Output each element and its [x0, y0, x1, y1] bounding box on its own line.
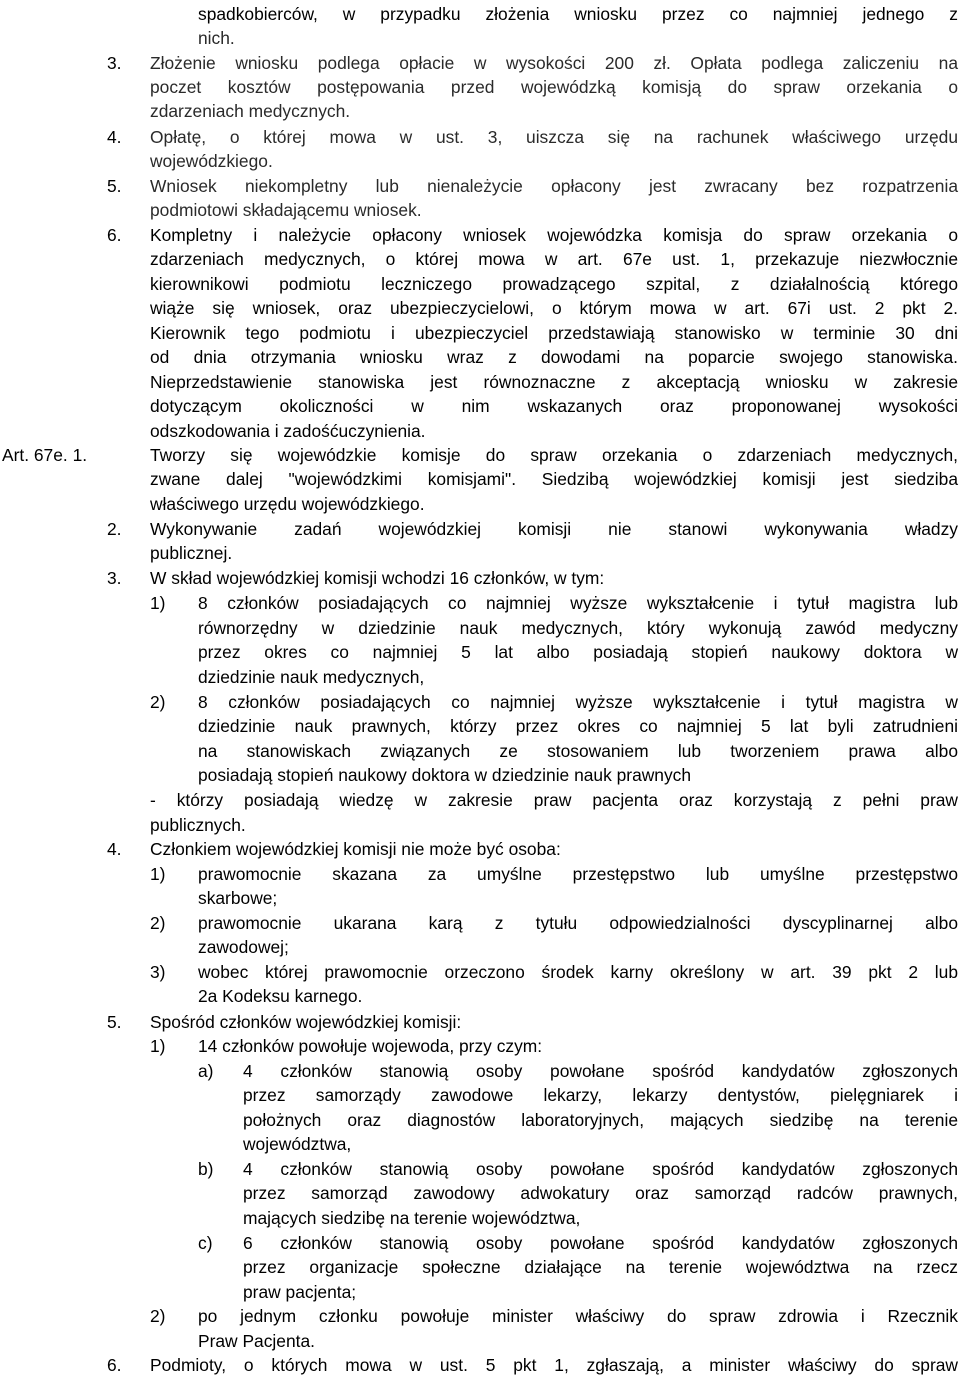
text-line: podmiotowi składającemu wniosek.: [150, 200, 422, 220]
text-line: Członkiem wojewódzkiej komisji nie może być osoba:: [150, 839, 561, 859]
item-number: a): [198, 1061, 214, 1081]
text-line: Kompletny i należycie opłacony wniosek wojewódzka komisja do spraw orzekania o: [150, 225, 958, 245]
text-line: prawomocnie ukarana karą z tytułu odpowiedzialności dyscyplinarnej albo: [198, 913, 958, 933]
text-line: równorzędny w dziedzinie nauk medycznych, który wykonują zawód medyczny: [198, 618, 958, 638]
text-line: Wykonywanie zadań wojewódzkiej komisji nie stanowi wykonywania władzy: [150, 519, 958, 539]
text-line: kierownikowi podmiotu leczniczego prowadzącego szpital, z działalnością którego: [150, 274, 958, 294]
text-line: przez samorządy zawodowe lekarzy, lekarzy dentystów, pielęgniarek i: [243, 1085, 958, 1105]
item-number: 3.: [107, 53, 122, 73]
item-number: 5.: [107, 176, 122, 196]
item-number: 6.: [107, 1355, 122, 1375]
text-line: Złożenie wniosku podlega opłacie w wysokości 200 zł. Opłata podlega zaliczeniu na: [150, 53, 958, 73]
text-line: 8 członków posiadających co najmniej wyższe wykształcenie i tytuł magistra w: [198, 692, 958, 712]
item-number: 4.: [107, 839, 122, 859]
item-number: b): [198, 1159, 214, 1179]
item-number: 5.: [107, 1012, 122, 1032]
text-line: mających siedzibę na terenie województwa,: [243, 1208, 581, 1228]
text-line: na stanowiskach związanych ze stosowaniem lub tworzeniem prawa albo: [198, 741, 958, 761]
text-line: nich.: [198, 28, 235, 48]
text-line: po jednym członku powołuje minister właściwy do spraw zdrowia i Rzecznik: [198, 1306, 958, 1326]
text-line: - którzy posiadają wiedzę w zakresie praw pacjenta oraz korzystają z pełni praw: [150, 790, 958, 810]
item-number: 1): [150, 864, 166, 884]
text-line: Praw Pacjenta.: [198, 1331, 315, 1351]
item-number: 1): [150, 593, 166, 613]
text-line: 2a Kodeksu karnego.: [198, 986, 363, 1006]
text-line: publicznych.: [150, 815, 246, 835]
item-number: 2): [150, 692, 166, 712]
item-number: 1): [150, 1036, 166, 1056]
text-line: W skład wojewódzkiej komisji wchodzi 16 członków, w tym:: [150, 568, 605, 588]
text-line: 8 członków posiadających co najmniej wyższe wykształcenie i tytuł magistra lub: [198, 593, 958, 613]
text-line: dotyczącym okoliczności w nim wskazanych oraz proponowanej wysokości: [150, 396, 958, 416]
text-line: Tworzy się wojewódzkie komisje do spraw orzekania o zdarzeniach medycznych,: [150, 445, 958, 465]
text-line: Spośród członków wojewódzkiej komisji:: [150, 1012, 462, 1032]
text-line: 6 członków stanowią osoby powołane spośród kandydatów zgłoszonych: [243, 1233, 958, 1253]
text-line: przez organizacje społeczne działające na terenie województwa na rzecz: [243, 1257, 958, 1277]
text-line: województwa,: [243, 1134, 352, 1154]
text-line: przez okres co najmniej 5 lat albo posiadają stopień naukowy doktora w: [198, 642, 958, 662]
text-line: Podmioty, o których mowa w ust. 5 pkt 1, zgłaszają, a minister właściwy do spraw: [150, 1355, 958, 1375]
text-line: 4 członków stanowią osoby powołane spośród kandydatów zgłoszonych: [243, 1159, 958, 1179]
text-line: poczet kosztów postępowania przed wojewódzką komisją do spraw orzekania o: [150, 77, 958, 97]
text-line: 14 członków powołuje wojewoda, przy czym:: [198, 1036, 543, 1056]
text-line: Kierownik tego podmiotu i ubezpieczyciel przedstawiają stanowisko w terminie 30 dni: [150, 323, 958, 343]
text-line: posiadają stopień naukowy doktora w dziedzinie nauk prawnych: [198, 765, 692, 785]
text-line: Opłatę, o której mowa w ust. 3, uiszcza się na rachunek właściwego urzędu: [150, 127, 958, 147]
text-line: przez samorząd zawodowy adwokatury oraz samorząd radców prawnych,: [243, 1183, 958, 1203]
text-line: położnych oraz diagnostów laboratoryjnych, mających siedzibę na terenie: [243, 1110, 958, 1130]
text-line: zwane dalej "wojewódzkimi komisjami". Siedzibą wojewódzkiej komisji jest siedziba: [150, 469, 958, 489]
text-line: wiąże się wniosek, oraz ubezpieczycielowi, o którym mowa w art. 67i ust. 2 pkt 2.: [150, 298, 958, 318]
text-line: prawomocnie skazana za umyślne przestępstwo lub umyślne przestępstwo: [198, 864, 958, 884]
text-line: od dnia otrzymania wniosku wraz z dowodami na poparcie swojego stanowiska.: [150, 347, 958, 367]
text-line: zdarzeniach medycznych, o której mowa w art. 67e ust. 1, przekazuje niezwłocznie: [150, 249, 958, 269]
item-number: 2): [150, 1306, 166, 1326]
item-number: 6.: [107, 225, 122, 245]
text-line: dziedzinie nauk medycznych,: [198, 667, 425, 687]
text-line: skarbowe;: [198, 888, 278, 908]
article-label: Art. 67e. 1.: [2, 445, 88, 465]
item-number: 2): [150, 913, 166, 933]
item-number: 2.: [107, 519, 122, 539]
text-line: Nieprzedstawienie stanowiska jest równoznaczne z akceptacją wniosku w zakresie: [150, 372, 958, 392]
item-number: c): [198, 1233, 213, 1253]
text-line: zawodowej;: [198, 937, 289, 957]
item-number: 3.: [107, 568, 122, 588]
text-line: wojewódzkiego.: [150, 151, 273, 171]
text-line: właściwego urzędu wojewódzkiego.: [150, 494, 425, 514]
text-line: Wniosek niekompletny lub nienależycie opłacony jest zwracany bez rozpatrzenia: [150, 176, 958, 196]
text-line: praw pacjenta;: [243, 1282, 357, 1302]
item-number: 3): [150, 962, 166, 982]
text-line: dziedzinie nauk prawnych, którzy przez okres co najmniej 5 lat byli zatrudnieni: [198, 716, 958, 736]
text-line: zdarzeniach medycznych.: [150, 101, 351, 121]
text-line: 4 członków stanowią osoby powołane spośród kandydatów zgłoszonych: [243, 1061, 958, 1081]
text-line: spadkobierców, w przypadku złożenia wniosku przez co najmniej jednego z: [198, 4, 958, 24]
text-line: odszkodowania i zadośćuczynienia.: [150, 421, 426, 441]
item-number: 4.: [107, 127, 122, 147]
text-line: publicznej.: [150, 543, 233, 563]
text-line: wobec której prawomocnie orzeczono środek karny określony w art. 39 pkt 2 lub: [198, 962, 958, 982]
